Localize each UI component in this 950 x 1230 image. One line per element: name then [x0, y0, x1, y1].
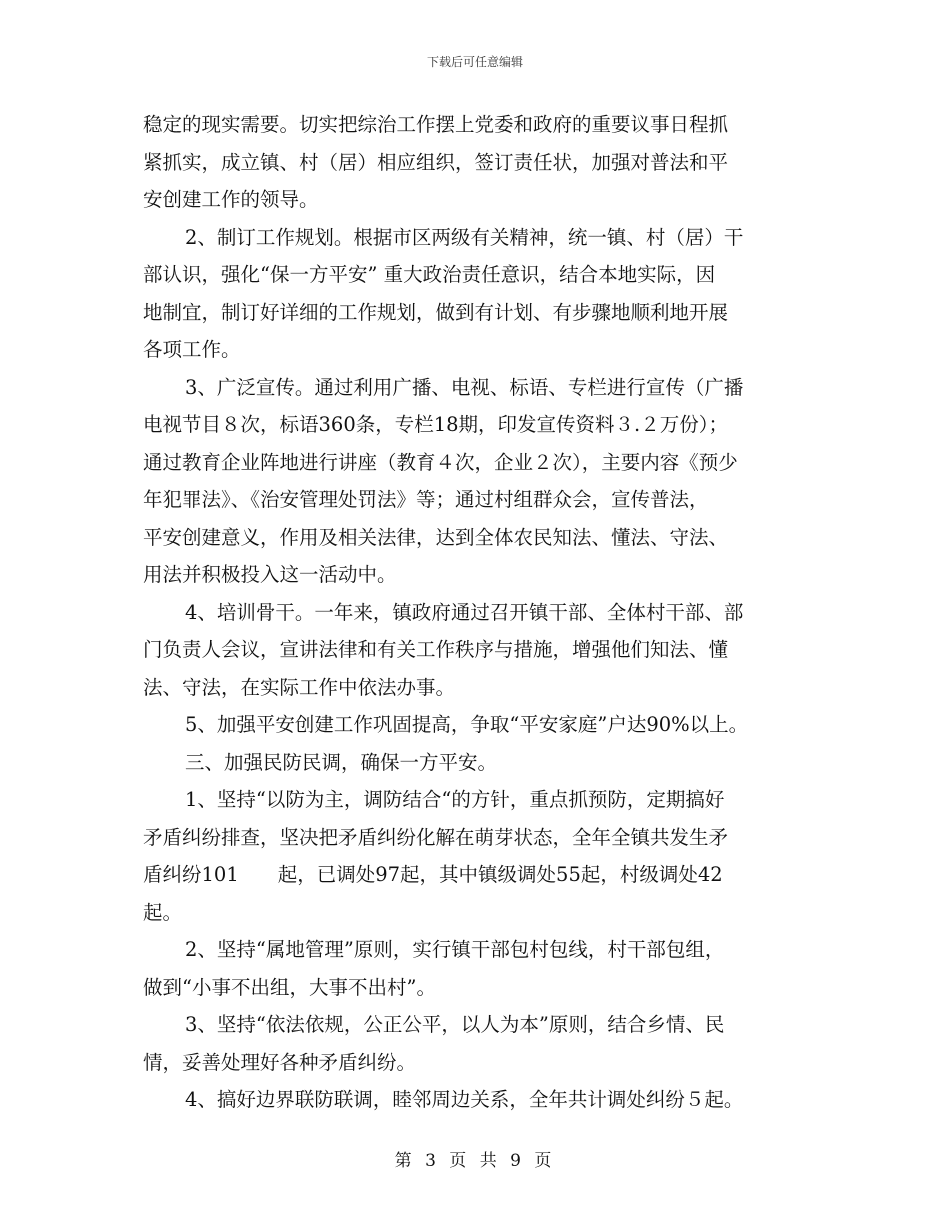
text-line: 紧抓实，成立镇、村（居）相应组织，签订责任状，加强对普法和平	[143, 150, 729, 174]
text-line: 用法并积极投入这一活动中。	[143, 563, 397, 586]
text-line: 2、制订工作规划。根据市区两级有关精神，统一镇、村（居）干	[185, 225, 744, 249]
text-line: 3、坚持“依法依规，公正公平，以人为本”原则，结合乡情、民	[185, 1013, 725, 1036]
page-header: 下载后可任意编辑	[426, 55, 523, 69]
text-line: 3、广泛宣传。通过利用广播、电视、标语、专栏进行宣传（广播	[185, 375, 744, 399]
text-line: 通过教育企业阵地进行讲座（教育４次，企业２次），主要内容《预少	[143, 450, 738, 474]
text-line: 法、守法，在实际工作中依法办事。	[143, 675, 456, 699]
text-line: 做到“小事不出组，大事不出村”。	[143, 975, 436, 999]
text-line: 稳定的现实需要。切实把综治工作摆上党委和政府的重要议事日程抓	[143, 113, 729, 136]
paragraph	[143, 594, 813, 707]
text-line: 电视节目８次，标语360条，专栏18期，印发宣传资料３.２万份）；	[143, 413, 728, 436]
paragraph	[143, 931, 813, 1006]
text-line: 5、加强平安创建工作巩固提高，争取“平安家庭”户达90%以上。	[185, 713, 749, 736]
text-line: 平安创建意义，作用及相关法律，达到全体农民知法、懂法、守法、	[143, 525, 729, 549]
text-line: 部认识，强化“保一方平安” 重大政治责任意识，结合本地实际，因	[143, 263, 716, 286]
paragraph	[143, 219, 813, 369]
text-line: 地制宜，制订好详细的工作规划，做到有计划、有步骤地顺利地开展	[143, 300, 729, 324]
text-line: 各项工作。	[143, 338, 241, 361]
text-line: 安创建工作的领导。	[143, 188, 319, 211]
text-line: 矛盾纠纷排查，坚决把矛盾纠纷化解在萌芽状态，全年全镇共发生矛	[143, 825, 729, 849]
paragraph	[143, 106, 813, 219]
text-line: 三、加强民防民调，确保一方平安。	[185, 750, 498, 774]
paragraph	[143, 1006, 813, 1081]
text-line: 年犯罪法》、《治安管理处罚法》等；通过村组群众会，宣传普法，	[143, 488, 709, 511]
text-line: 1、坚持“以防为主，调防结合“的方针，重点抓预防，定期搞好	[185, 788, 725, 811]
text-line: 4、培训骨干。一年来，镇政府通过召开镇干部、全体村干部、部	[185, 600, 744, 624]
page-number: 第 3 页 共 9 页	[394, 1151, 556, 1171]
document-body	[143, 106, 813, 1119]
paragraph	[143, 1081, 813, 1119]
text-line: 盾纠纷101 起，已调处97起，其中镇级调处55起，村级调处42	[143, 863, 723, 886]
text-line: 情，妥善处理好各种矛盾纠纷。	[143, 1050, 417, 1074]
paragraph	[143, 706, 813, 744]
text-line: 起。	[143, 900, 183, 924]
section-heading	[143, 744, 813, 782]
text-line: 4、搞好边界联防联调，睦邻周边关系，全年共计调处纠纷５起。	[185, 1088, 744, 1111]
text-line: 2、坚持“属地管理”原则，实行镇干部包村包线，村干部包组，	[185, 938, 725, 961]
text-line: 门负责人会议，宣讲法律和有关工作秩序与措施，增强他们知法、懂	[143, 638, 729, 661]
paragraph	[143, 781, 813, 931]
paragraph	[143, 369, 813, 594]
